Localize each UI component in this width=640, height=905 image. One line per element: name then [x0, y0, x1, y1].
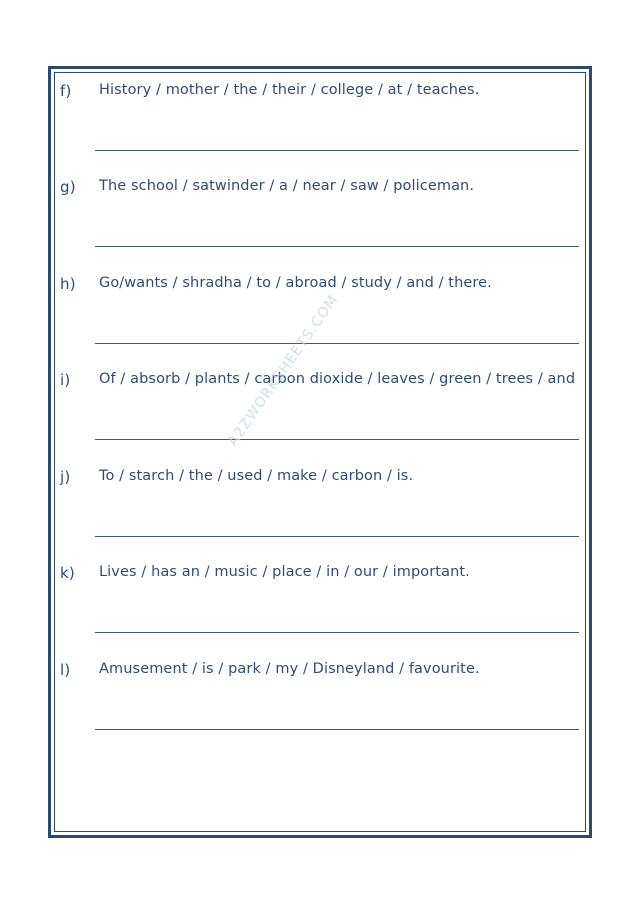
answer-line[interactable] [95, 343, 579, 344]
worksheet-inner-border [54, 72, 586, 832]
answer-line[interactable] [95, 439, 579, 440]
answer-line[interactable] [95, 632, 579, 633]
answer-line[interactable] [95, 150, 579, 151]
answer-line[interactable] [95, 246, 579, 247]
question-text: To / starch / the / used / make / carbon / is. [99, 468, 414, 484]
question-i [55, 362, 585, 458]
answer-line[interactable] [95, 536, 579, 537]
question-letter: l) [60, 661, 71, 679]
question-k [55, 555, 585, 651]
question-letter: k) [60, 564, 75, 582]
question-letter: f) [60, 82, 72, 100]
question-f [55, 73, 585, 169]
question-text: History / mother / the / their / college / at / teaches. [99, 82, 480, 98]
question-text: Of / absorb / plants / carbon dioxide / leaves / green / trees / and [99, 371, 576, 387]
question-text: Go/wants / shradha / to / abroad / study / and / there. [99, 275, 492, 291]
question-g [55, 169, 585, 265]
question-text: Lives / has an / music / place / in / our / important. [99, 564, 470, 580]
worksheet-border [48, 66, 592, 838]
question-letter: h) [60, 275, 76, 293]
question-j [55, 459, 585, 555]
question-letter: j) [60, 468, 71, 486]
question-letter: i) [60, 371, 71, 389]
watermark-text: A2ZWORKSHEETS.COM [225, 291, 342, 450]
question-text: The school / satwinder / a / near / saw / policeman. [99, 178, 475, 194]
question-l [55, 652, 585, 748]
answer-line[interactable] [95, 729, 579, 730]
question-text: Amusement / is / park / my / Disneyland / favourite. [99, 661, 480, 677]
question-letter: g) [60, 178, 76, 196]
